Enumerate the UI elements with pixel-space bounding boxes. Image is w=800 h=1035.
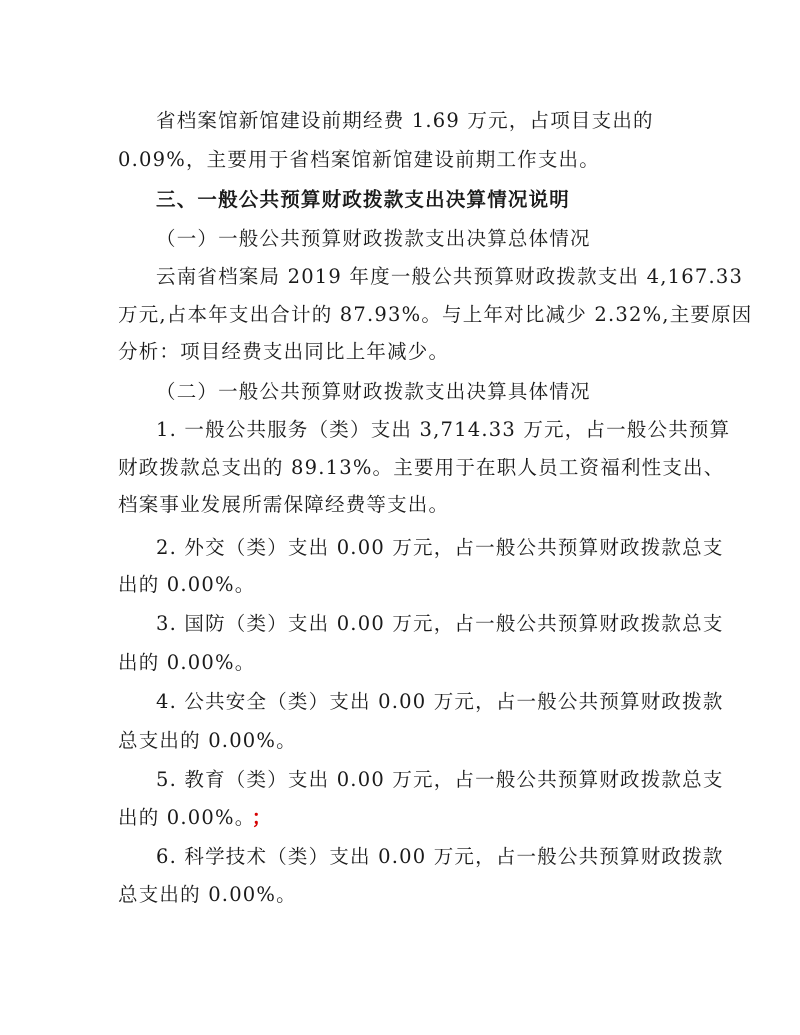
paragraph-line: 1. 一般公共服务（类）支出 3,714.33 万元，占一般公共预算 xyxy=(156,418,731,441)
line-text: 出的 0.00%。 xyxy=(118,806,246,829)
paragraph-line: 省档案馆新馆建设前期经费 1.69 万元，占项目支出的 xyxy=(156,109,654,132)
paragraph-line: 2. 外交（类）支出 0.00 万元，占一般公共预算财政拨款总支 xyxy=(156,536,724,559)
subsection-heading: （二）一般公共预算财政拨款支出决算具体情况 xyxy=(156,380,591,403)
subsection-heading: （一）一般公共预算财政拨款支出决算总体情况 xyxy=(156,227,591,250)
paragraph-line: 出的 0.00%。 xyxy=(118,573,256,596)
section-heading: 三、一般公共预算财政拨款支出决算情况说明 xyxy=(156,188,571,211)
paragraph-line: 云南省档案局 2019 年度一般公共预算财政拨款支出 4,167.33 xyxy=(156,265,744,288)
paragraph-line: 出的 0.00%。 xyxy=(118,651,256,674)
paragraph-line xyxy=(118,804,272,832)
paragraph-line: 总支出的 0.00%。 xyxy=(118,883,297,906)
red-semicolon-mark: ； xyxy=(251,806,273,829)
paragraph-line: 财政拨款总支出的 89.13%。主要用于在职人员工资福利性支出、 xyxy=(118,456,725,479)
paragraph-line: 档案事业发展所需保障经费等支出。 xyxy=(118,493,450,516)
paragraph-line: 4. 公共安全（类）支出 0.00 万元，占一般公共预算财政拨款 xyxy=(156,690,724,713)
paragraph-line: 分析：项目经费支出同比上年减少。 xyxy=(118,340,450,363)
paragraph-line: 0.09%，主要用于省档案馆新馆建设前期工作支出。 xyxy=(118,148,600,171)
paragraph-line: 总支出的 0.00%。 xyxy=(118,729,297,752)
paragraph-line: 万元,占本年支出合计的 87.93%。与上年对比减少 2.32%,主要原因 xyxy=(118,303,753,326)
paragraph-line: 5. 教育（类）支出 0.00 万元，占一般公共预算财政拨款总支 xyxy=(156,768,724,791)
paragraph-line: 6. 科学技术（类）支出 0.00 万元，占一般公共预算财政拨款 xyxy=(156,845,724,868)
paragraph-line: 3. 国防（类）支出 0.00 万元，占一般公共预算财政拨款总支 xyxy=(156,612,724,635)
